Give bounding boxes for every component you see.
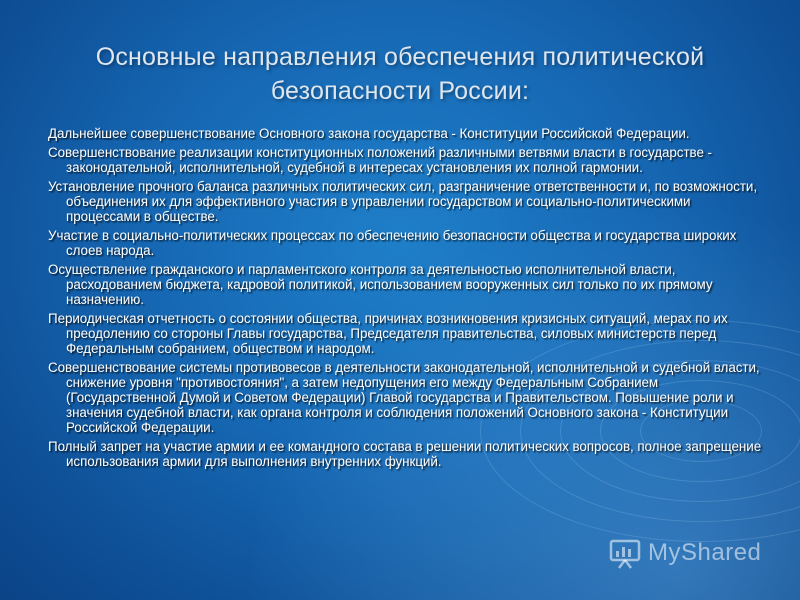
list-item: Периодическая отчетность о состоянии общества, причинах возникновения кризисных ситуаций, мерах по их преодолению со стороны Главы государства, Председателя правительства, силовых министерств перед Федеральным собранием, обществом и народом. bbox=[48, 311, 728, 356]
watermark-text: MyShared bbox=[648, 539, 762, 566]
list-item: Совершенствование системы противовесов в деятельности законодательной, исполнительной и судебной власти, снижение уровня "противостояния", а затем недопущения его между Федеральным Собранием (Государственной Думой и Советом Федерации) Главой государства и Правительством. Повышение роли и значения судебной власти, как органа контроля и соблюдения положений Основного закона - Конституции Российской Федерации. bbox=[48, 360, 760, 435]
slide-title-line-1: Основные направления обеспечения политической bbox=[95, 43, 705, 71]
presentation-board-icon bbox=[608, 536, 642, 570]
list-item: Полный запрет на участие армии и ее командного состава в решении политических вопросов, полное запрещение использования армии для выполнения внутренних функций. bbox=[48, 439, 762, 469]
list-item: Участие в социально-политических процессах по обеспечению безопасности общества и государства широких слоев народа. bbox=[48, 228, 737, 258]
watermark bbox=[608, 536, 761, 570]
list-item: Установление прочного баланса различных политических сил, разграничение ответственности и, по возможности, объединения их для эффективного участия в управлении государством и социально-политическими процессами в обществе. bbox=[48, 179, 758, 224]
directions-list bbox=[48, 126, 763, 473]
list-item: Осуществление гражданского и парламентского контроля за деятельностью исполнительной власти, расходованием бюджета, кадровой политикой, использованием вооруженных сил только по их прямому назначению. bbox=[48, 262, 713, 307]
list-item: Дальнейшее совершенствование Основного закона государства - Конституции Российской Федерации. bbox=[48, 126, 690, 141]
list-item: Совершенствование реализации конституционных положений различными ветвями власти в государстве - законодательной, исполнительной, судебной в интересах установления их полной гармонии. bbox=[48, 145, 712, 175]
slide-title bbox=[60, 40, 740, 108]
slide-title-line-2: безопасности России: bbox=[270, 77, 530, 105]
